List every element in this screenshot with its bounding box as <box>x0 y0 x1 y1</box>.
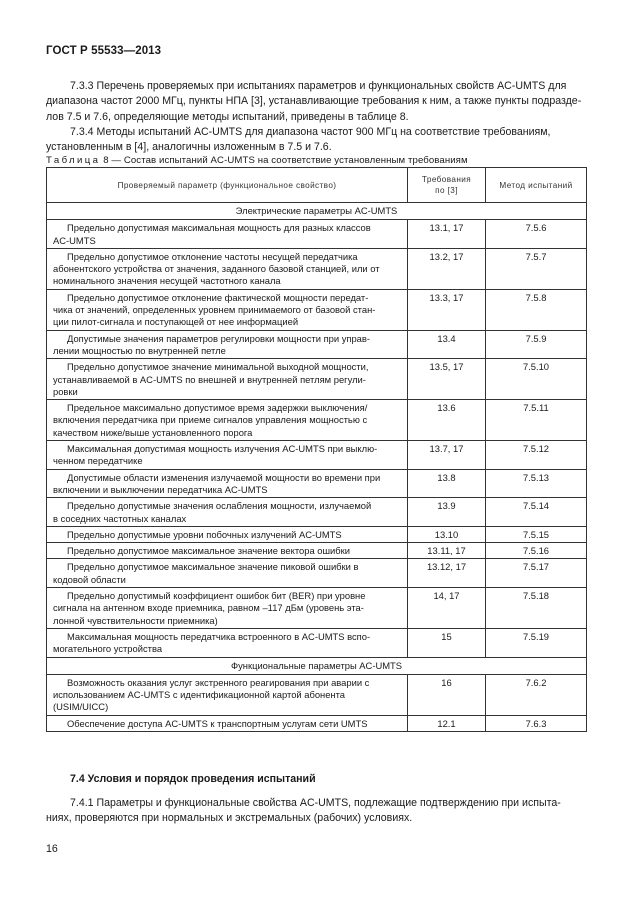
table-section-title: Электрические параметры AC-UMTS <box>47 203 587 220</box>
parameter-text-line: Предельно допустимое отклонение частоты несущей передатчика <box>67 250 358 262</box>
method-cell: 7.6.3 <box>486 715 587 731</box>
method-cell: 7.5.16 <box>486 543 587 559</box>
document-code: ГОСТ Р 55533—2013 <box>46 45 162 57</box>
parameter-text-line: Максимальная мощность передатчика встроенного в AC-UMTS вспо- <box>67 630 371 642</box>
requirements-cell: 13.12, 17 <box>408 559 486 588</box>
paragraph-7-4-1 <box>46 796 586 827</box>
method-cell: 7.5.17 <box>486 559 587 588</box>
parameter-text-line: лонной чувствительности приемника) <box>53 614 218 626</box>
parameter-cell <box>47 526 408 542</box>
table-row <box>47 674 587 715</box>
parameter-cell <box>47 543 408 559</box>
parameter-text-line: лении мощностью по внутренней петле <box>53 344 226 356</box>
paragraph-7-3-4 <box>46 125 586 156</box>
parameter-text-line: Предельно допустимое максимальное значение вектора ошибки <box>67 545 350 557</box>
text-line: ниях, проверяются при нормальных и экстремальных (рабочих) условиях. <box>46 812 413 825</box>
method-cell: 7.5.9 <box>486 330 587 359</box>
parameter-text-line: в соседних частотных каналах <box>53 512 187 524</box>
requirements-cell: 13.8 <box>408 469 486 498</box>
column-header-requirements-line1: Требования <box>421 175 472 184</box>
parameter-text-line: абонентского устройства от значения, заданного базовой станцией, или от <box>53 263 380 275</box>
requirements-cell: 13.4 <box>408 330 486 359</box>
table-row <box>47 248 587 289</box>
method-cell: 7.5.12 <box>486 441 587 470</box>
parameter-cell <box>47 330 408 359</box>
method-cell: 7.5.13 <box>486 469 587 498</box>
parameter-text-line: Возможность оказания услуг экстренного реагирования при аварии с <box>67 676 370 688</box>
parameter-text-line: Обеспечение доступа AC-UMTS к транспортным услугам сети UMTS <box>67 717 368 729</box>
table-caption-title: 8 — Состав испытаний AC-UMTS на соответствие установленным требованиям <box>103 155 468 166</box>
parameter-text-line: включении и выключении передатчика AC-UMTS <box>53 483 268 495</box>
requirements-cell: 13.10 <box>408 526 486 542</box>
table-row <box>47 526 587 542</box>
parameter-text-line: включения передатчика при приеме сигналов управления мощностью с <box>53 414 368 426</box>
method-cell: 7.5.10 <box>486 359 587 400</box>
table-row <box>47 359 587 400</box>
requirements-cell: 14, 17 <box>408 588 486 629</box>
table-header-row <box>47 168 587 203</box>
method-cell: 7.5.6 <box>486 220 587 249</box>
requirements-cell: 13.6 <box>408 400 486 441</box>
method-cell: 7.5.19 <box>486 628 587 657</box>
method-cell: 7.5.15 <box>486 526 587 542</box>
parameter-cell <box>47 674 408 715</box>
parameter-text-line: могательного устройства <box>53 643 163 655</box>
parameter-text-line: Предельно допустимый коэффициент ошибок бит (BER) при уровне <box>67 590 366 602</box>
parameter-text-line: Предельное максимально допустимое время задержки выключения/ <box>67 402 368 414</box>
parameter-text-line: Предельно допустимое значение минимальной выходной мощности, <box>67 361 369 373</box>
table-row <box>47 400 587 441</box>
text-line: 7.3.4 Методы испытаний AC-UMTS для диапазона частот 900 МГц на соответствие требованиям, <box>70 126 551 138</box>
parameter-text-line: Допустимые значения параметров регулировки мощности при управ- <box>67 332 370 344</box>
method-cell: 7.5.14 <box>486 498 587 527</box>
table-row <box>47 559 587 588</box>
parameter-text-line: кодовой области <box>53 573 126 585</box>
column-header-method: Метод испытаний <box>486 168 587 203</box>
parameter-cell <box>47 559 408 588</box>
parameter-cell <box>47 588 408 629</box>
parameter-text-line: ции пилот-сигнала и поступающей от нее информацией <box>53 316 299 328</box>
parameter-text-line: Предельно допустимые значения ослабления мощности, излучаемой <box>67 500 372 512</box>
parameter-text-line: использованием AC-UMTS с идентификационной картой абонента <box>53 689 346 701</box>
method-cell: 7.5.18 <box>486 588 587 629</box>
test-composition-table <box>46 167 587 732</box>
text-line: 7.4.1 Параметры и функциональные свойства AC-UMTS, подлежащие подтверждению при испыта- <box>70 797 561 809</box>
parameter-cell <box>47 715 408 731</box>
table-row <box>47 289 587 330</box>
requirements-cell: 13.5, 17 <box>408 359 486 400</box>
parameter-text-line: качеством ниже/выше установленного порога <box>53 426 253 438</box>
column-header-param: Проверяемый параметр (функциональное свойство) <box>47 168 408 203</box>
table-row <box>47 588 587 629</box>
text-line: 7.3.3 Перечень проверяемых при испытаниях параметров и функциональных свойств AC-UMTS для <box>70 80 567 92</box>
requirements-cell: 13.7, 17 <box>408 441 486 470</box>
requirements-cell: 15 <box>408 628 486 657</box>
table-row <box>47 628 587 657</box>
parameter-cell <box>47 220 408 249</box>
table-caption-prefix: Таблица <box>46 155 101 166</box>
method-cell: 7.5.11 <box>486 400 587 441</box>
table-section-title: Функциональные параметры AC-UMTS <box>47 657 587 674</box>
parameter-cell <box>47 441 408 470</box>
parameter-cell <box>47 289 408 330</box>
parameter-text-line: Допустимые области изменения излучаемой мощности во времени при <box>67 471 381 483</box>
parameter-text-line: ченном передатчике <box>53 455 143 467</box>
parameter-text-line: чика от значений, определенных уровнем принимаемого от базовой стан- <box>53 304 376 316</box>
column-header-requirements <box>408 168 486 203</box>
parameter-text-line: AC-UMTS <box>53 234 96 246</box>
parameter-text-line: устанавливаемой в AC-UMTS по внешней и внутренней петлям регули- <box>53 373 366 385</box>
parameter-text-line: номинального значения несущей частотного канала <box>53 275 281 287</box>
method-cell: 7.5.7 <box>486 248 587 289</box>
requirements-cell: 13.9 <box>408 498 486 527</box>
requirements-cell: 13.3, 17 <box>408 289 486 330</box>
requirements-cell: 13.2, 17 <box>408 248 486 289</box>
parameter-cell <box>47 469 408 498</box>
requirements-cell: 12.1 <box>408 715 486 731</box>
table-row <box>47 220 587 249</box>
table-row <box>47 330 587 359</box>
parameter-cell <box>47 628 408 657</box>
table-row <box>47 543 587 559</box>
parameter-cell <box>47 498 408 527</box>
section-title-7-4: 7.4 Условия и порядок проведения испытаний <box>70 773 316 785</box>
requirements-cell: 16 <box>408 674 486 715</box>
table-row <box>47 469 587 498</box>
table-caption <box>46 155 468 166</box>
parameter-text-line: Предельно допустимая максимальная мощность для разных классов <box>67 222 371 234</box>
parameter-text-line: Предельно допустимые уровни побочных излучений AC-UMTS <box>67 528 342 540</box>
parameter-cell <box>47 359 408 400</box>
requirements-cell: 13.1, 17 <box>408 220 486 249</box>
text-line: установленным в [4], аналогичны изложенным в 7.5 и 7.6. <box>46 141 332 154</box>
parameter-cell <box>47 248 408 289</box>
parameter-cell <box>47 400 408 441</box>
column-header-requirements-line2: по [3] <box>435 186 458 195</box>
requirements-cell: 13.11, 17 <box>408 543 486 559</box>
parameter-text-line: сигнала на антенном входе приемника, равном –117 дБм (уровень эта- <box>53 602 364 614</box>
table-row <box>47 715 587 731</box>
table-row <box>47 498 587 527</box>
method-cell: 7.6.2 <box>486 674 587 715</box>
parameter-text-line: Предельно допустимое отклонение фактической мощности передат- <box>67 291 369 303</box>
table-row <box>47 441 587 470</box>
page-number: 16 <box>46 843 58 855</box>
parameter-text-line: Максимальная допустимая мощность излучения AC-UMTS при выклю- <box>67 443 378 455</box>
text-line: лов 7.5 и 7.6, определяющие методы испытаний, приведены в таблице 8. <box>46 110 409 123</box>
text-line: диапазона частот 2000 МГц, пункты НПА [3], устанавливающие требования к ним, а также пункты подразде- <box>46 95 582 108</box>
parameter-text-line: (USIM/UICC) <box>53 701 109 713</box>
paragraph-7-3-3 <box>46 79 586 125</box>
table-section-row <box>47 657 587 674</box>
method-cell: 7.5.8 <box>486 289 587 330</box>
parameter-text-line: Предельно допустимое максимальное значение пиковой ошибки в <box>67 561 359 573</box>
parameter-text-line: ровки <box>53 385 78 397</box>
table-section-row <box>47 203 587 220</box>
